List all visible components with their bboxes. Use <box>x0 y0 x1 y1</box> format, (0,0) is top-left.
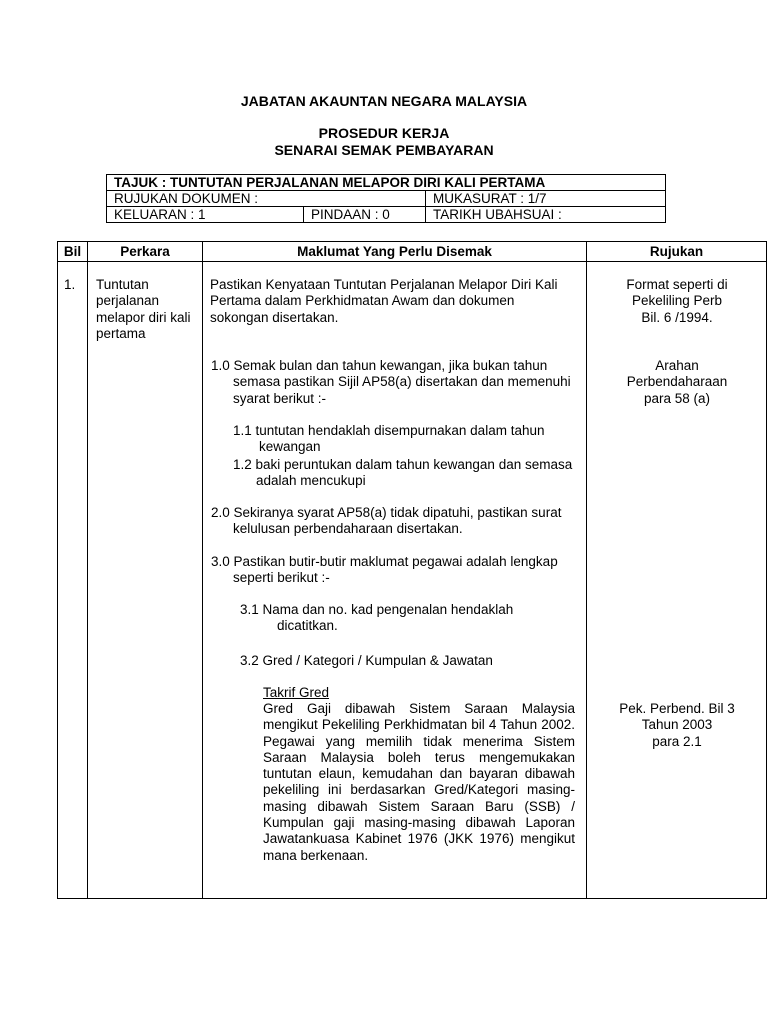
takrif-gred-body: Gred Gaji dibawah Sistem Saraan Malaysia mengikut Pekeliling Perkhidmatan bil 4 Tahun 2002. Pegawai yang memilih tidak menerima Sistem Saraan Malaysia boleh terus mengemukakan tuntutan elaun, kemudahan dan bayaran dibawah pekeliling ini berdasarkan Gred/Kategori masing-masing dibawah Sistem Saraan Baru (SSB) / Kumpulan gaji masing-masing dibawah Laporan Jawatankuasa Kabinet 1976 (JKK 1976) mengikut mana berkenaan. <box>263 701 575 863</box>
item-1-1: 1.1 tuntutan hendaklah disempurnakan dalam tahun kewangan <box>233 423 545 455</box>
item-2-0: 2.0 Sekiranya syarat AP58(a) tidak dipatuhi, pastikan surat kelulusan perbendaharaan disertakan. <box>211 505 562 537</box>
item-3-0: 3.0 Pastikan butir-butir maklumat pegawai adalah lengkap seperti berikut :- <box>211 554 558 586</box>
col-header-bil: Bil <box>63 244 82 259</box>
document-info-table <box>106 174 666 223</box>
rujukan-cell: RUJUKAN DOKUMEN : <box>107 191 426 207</box>
keluaran-cell: KELUARAN : 1 <box>107 207 304 223</box>
mukasurat-cell: MUKASURAT : 1/7 <box>426 191 666 207</box>
rujukan-1: Format seperti di Pekeliling Perb Bil. 6 /1994. <box>626 277 728 325</box>
doc-subtitle: SENARAI SEMAK PEMBAYARAN <box>274 142 494 158</box>
rujukan-2: Arahan Perbendaharaan para 58 (a) <box>626 358 728 406</box>
rujukan-3: Pek. Perbend. Bil 3 Tahun 2003 para 2.1 <box>619 701 735 749</box>
col-header-perkara: Perkara <box>120 244 170 259</box>
row-bil: 1. <box>64 277 76 292</box>
doc-title: PROSEDUR KERJA <box>318 125 450 141</box>
item-1-0: 1.0 Semak bulan dan tahun kewangan, jika bukan tahun semasa pastikan Sijil AP58(a) disertakan dan memenuhi syarat berikut :- <box>211 358 571 406</box>
takrif-gred-title: Takrif Gred <box>263 685 330 700</box>
org-title: JABATAN AKAUNTAN NEGARA MALAYSIA <box>240 93 528 109</box>
tajuk-cell: TAJUK : TUNTUTAN PERJALANAN MELAPOR DIRI KALI PERTAMA <box>107 175 666 191</box>
intro-text: Pastikan Kenyataan Tuntutan Perjalanan Melapor Diri Kali Pertama dalam Perkhidmatan Awam dan dokumen sokongan disertakan. <box>210 277 558 325</box>
col-header-rujukan: Rujukan <box>649 244 704 259</box>
tarikh-cell: TARIKH UBAHSUAI : <box>426 207 666 223</box>
col-header-maklumat: Maklumat Yang Perlu Disemak <box>297 244 492 259</box>
item-3-1: 3.1 Nama dan no. kad pengenalan hendaklah dicatitkan. <box>240 602 514 634</box>
pindaan-cell: PINDAAN : 0 <box>304 207 426 223</box>
item-3-2: 3.2 Gred / Kategori / Kumpulan & Jawatan <box>240 653 493 668</box>
item-1-2: 1.2 baki peruntukan dalam tahun kewangan dan semasa adalah mencukupi <box>233 457 573 489</box>
row-perkara: Tuntutan perjalanan melapor diri kali pertama <box>96 277 191 341</box>
